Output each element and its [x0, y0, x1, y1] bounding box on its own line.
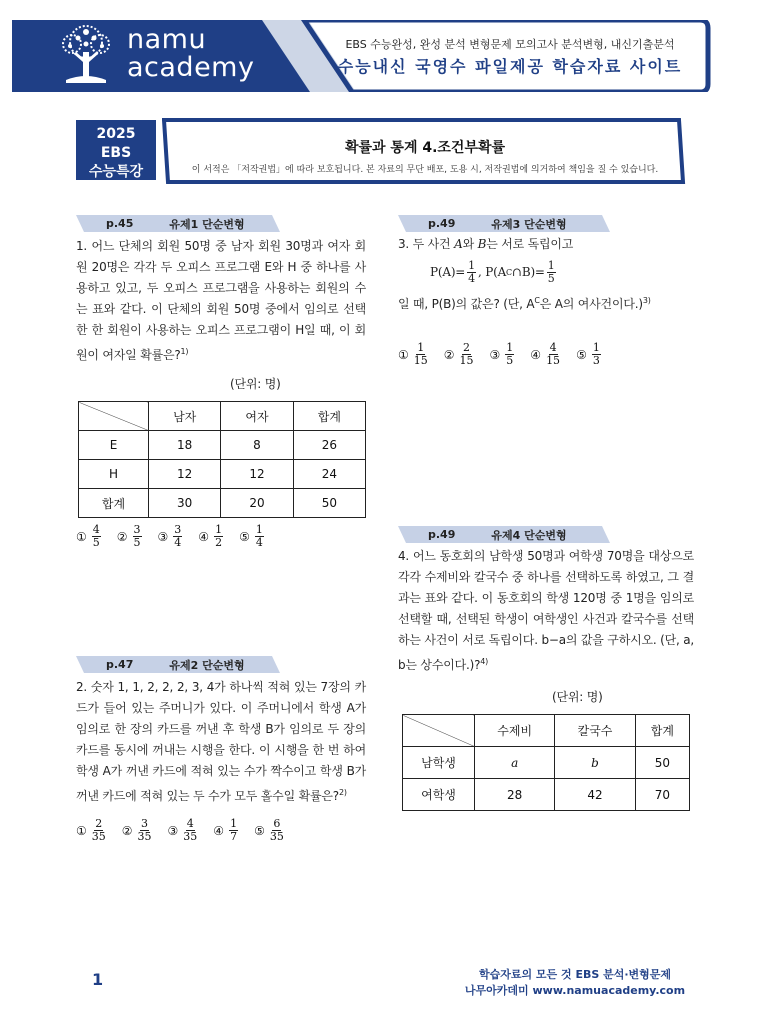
frac-den: 4: [255, 536, 263, 549]
q3-condition: , P(A: [477, 265, 507, 279]
table-cell: 26: [293, 431, 365, 460]
choice-mark: ③: [489, 347, 501, 362]
q4-question: [398, 546, 694, 676]
q2-source-tag: [76, 656, 280, 673]
choice-mark: ④: [198, 529, 210, 544]
ebs-badge: [76, 120, 156, 180]
ebs-badge-ebs: EBS: [100, 145, 132, 161]
table-cell: 합계: [79, 489, 149, 518]
frac-num: 3: [141, 817, 149, 830]
answer-choice[interactable]: [168, 818, 200, 843]
table-cell: 12: [149, 460, 221, 489]
choice-mark: ⑤: [239, 529, 250, 544]
q2-choices: [76, 818, 300, 843]
choice-mark: ⑤: [576, 347, 587, 362]
choice-mark: ②: [121, 823, 133, 838]
complement-sup: C: [506, 268, 512, 277]
frac-num: 1: [506, 341, 514, 354]
q1-tag-label: 유제1 단순변형: [169, 217, 245, 231]
frac-den: 35: [269, 830, 284, 843]
table-cell: 24: [293, 460, 365, 489]
frac-num: 4: [549, 341, 557, 354]
q1-text: 1. 어느 단체의 회원 50명 중 남자 회원 30명과 여자 회원 20명은 각각 두 오피스 프로그램 E와 H 중 하나를 사용하고 있고, 두 오피스 프로그램을 사용하는 회원의 수는 표와 같다. 이 단체의 회원 50명 중에서 임의로 선택한 한 회원이 사용하는 오피스 프로그램이 H일 때, 이 회원이 여자일 확률은?: [76, 239, 366, 362]
choice-mark: ①: [76, 529, 87, 544]
answer-choice[interactable]: [122, 818, 154, 843]
q4-table-header: 수제비: [475, 715, 555, 747]
table-row: [403, 779, 690, 811]
answer-choice[interactable]: [76, 818, 108, 843]
frac-den: 5: [92, 536, 100, 549]
q4-table-corner: [403, 715, 475, 747]
answer-choice[interactable]: [490, 342, 517, 367]
q4-table-header: 칼국수: [555, 715, 635, 747]
table-cell: 20: [221, 489, 293, 518]
table-row: [79, 489, 366, 518]
footer-site-link[interactable]: 나무아카데미 www.namuacademy.com: [464, 984, 686, 997]
answer-choice[interactable]: [117, 524, 144, 549]
q3-text: 는 서로 독립이고: [486, 237, 574, 251]
q1-unit: (단위: 명): [230, 377, 281, 391]
q3-question: [398, 290, 694, 315]
choice-mark: ⑤: [254, 823, 265, 838]
q1-page: p.45: [106, 217, 134, 230]
frac-num: 2: [463, 341, 471, 354]
q4-table-header: 합계: [635, 715, 689, 747]
q2-question: [76, 677, 366, 807]
q1-choices: [76, 524, 280, 549]
q1-table-header: 합계: [293, 402, 365, 431]
frac-den: 7: [230, 830, 238, 843]
choice-mark: ④: [530, 347, 542, 362]
answer-choice[interactable]: [213, 818, 240, 843]
q1-table: [78, 401, 366, 518]
answer-choice[interactable]: [198, 524, 225, 549]
answer-choice[interactable]: [239, 524, 266, 549]
table-row: [79, 460, 366, 489]
table-cell: 18: [149, 431, 221, 460]
q3-intro: [398, 234, 694, 255]
table-cell: 여학생: [403, 779, 475, 811]
q1-table-header: 남자: [149, 402, 221, 431]
table-cell: 50: [293, 489, 365, 518]
frac-num: 3: [174, 523, 182, 536]
frac-den: 3: [592, 354, 600, 367]
page-number: 1: [92, 970, 104, 989]
frac-num: 4: [186, 817, 194, 830]
ebs-badge-course: 수능특강: [88, 164, 144, 180]
table-cell: 42: [555, 779, 635, 811]
frac-num: 1: [468, 259, 475, 272]
q1-table-corner: [79, 402, 149, 431]
q1-question: [76, 236, 366, 366]
table-cell: 50: [635, 747, 689, 779]
q2-page: p.47: [106, 658, 134, 671]
frac-num: 1: [547, 259, 555, 272]
table-cell: 남학생: [403, 747, 475, 779]
complement-sup: C: [534, 296, 540, 305]
q1-table-header: 여자: [221, 402, 293, 431]
q3-text: 은 A의 여사건이다.): [539, 297, 643, 311]
frac-num: 1: [215, 523, 223, 536]
choice-mark: ②: [116, 529, 128, 544]
q2-tag-label: 유제2 단순변형: [169, 658, 245, 672]
q1-source-tag: [76, 215, 280, 232]
header-subtitle: EBS 수능완성, 완성 분석 변형문제 모의고사 분석변형, 내신기출분석: [345, 38, 675, 51]
q3-footnote: 3): [642, 296, 651, 305]
q4-unit: (단위: 명): [552, 690, 603, 704]
footer-tagline: 학습자료의 모든 것 EBS 분석·변형문제: [478, 968, 672, 981]
copyright-notice: 이 서적은 「저작권법」에 따라 보호됩니다. 본 자료의 무단 배포, 도용 시, 저작권법에 의거하여 책임을 질 수 있습니다.: [191, 165, 659, 175]
tree-logo-icon: [52, 22, 120, 88]
answer-choice[interactable]: [444, 342, 476, 367]
q4-footnote: 4): [480, 657, 489, 666]
table-cell: H: [79, 460, 149, 489]
frac-num: 1: [255, 523, 263, 536]
brand-name-line2: academy: [127, 52, 255, 83]
q3-conditions: [430, 260, 558, 285]
q4-source-tag: [398, 526, 610, 543]
q3-text: 3. 두 사건: [398, 237, 451, 251]
choice-mark: ②: [443, 347, 455, 362]
header-main-slogan: 수능내신 국영수 파일제공 학습자료 사이트: [337, 57, 683, 76]
q4-text: 4. 어느 동호회의 남학생 50명과 여학생 70명을 대상으로 각각 수제비와 칼국수 중 하나를 선택하도록 하였고, 그 결과는 표와 같다. 이 동호회의 학생 120명 중 1명을 임의로 선택할 때, 선택된 학생이 여학생인 사건과 칼국수를 선택하는 사건이 서로 독립이다. b−a의 값을 구하시오. (단, a, b는 상수이다.)?: [398, 549, 694, 672]
worksheet-title: 확률과 통계 4.조건부확률: [344, 140, 506, 156]
frac-den: 5: [133, 536, 141, 549]
choice-mark: ③: [167, 823, 179, 838]
frac-num: 3: [133, 523, 141, 536]
answer-choice[interactable]: [76, 524, 103, 549]
event-b: B: [477, 237, 487, 251]
choice-mark: ①: [76, 823, 87, 838]
frac-num: 2: [95, 817, 103, 830]
frac-den: 5: [506, 354, 514, 367]
choice-mark: ④: [213, 823, 225, 838]
choice-mark: ③: [157, 529, 169, 544]
q3-page: p.49: [428, 217, 456, 230]
q3-text: 와: [462, 237, 474, 251]
ebs-badge-year: 2025: [96, 126, 136, 142]
table-cell: b: [555, 747, 635, 779]
answer-choice[interactable]: [530, 342, 562, 367]
q3-source-tag: [398, 215, 610, 232]
q2-text: 2. 숫자 1, 1, 2, 2, 2, 3, 4가 하나씩 적혀 있는 7장의 카드가 들어 있는 주머니가 있다. 이 주머니에서 학생 A가 임의로 한 장의 카드를 꺼낸 후 학생 B가 임의로 두 장의 카드를 동시에 꺼내는 시행을 한다. 이 시행을 한 번 하여 학생 A가 꺼낸 카드에 적혀 있는 수가 짝수이고 학생 B가 꺼낸 카드에 적혀 있는 두 수가 모두 홀수일 확률은?: [76, 680, 366, 803]
answer-choice[interactable]: [576, 342, 603, 367]
table-cell: 28: [475, 779, 555, 811]
choice-mark: ①: [398, 347, 409, 362]
frac-num: 1: [417, 341, 425, 354]
q3-condition: ∩B)=: [511, 265, 545, 279]
event-a: A: [454, 237, 463, 251]
q4-page: p.49: [428, 528, 456, 541]
frac-den: 15: [459, 354, 474, 367]
frac-den: 5: [547, 272, 555, 285]
answer-choice[interactable]: [254, 818, 286, 843]
table-cell: 70: [635, 779, 689, 811]
table-row: [403, 747, 690, 779]
frac-den: 4: [174, 536, 182, 549]
frac-den: 2: [215, 536, 223, 549]
table-cell: 8: [221, 431, 293, 460]
q2-footnote: 2): [338, 788, 347, 797]
answer-choice[interactable]: [398, 342, 430, 367]
frac-num: 1: [230, 817, 238, 830]
table-row: [79, 431, 366, 460]
table-cell: 30: [149, 489, 221, 518]
q3-tag-label: 유제3 단순변형: [491, 217, 567, 231]
q4-table: [402, 714, 690, 811]
table-cell: E: [79, 431, 149, 460]
q3-text: 일 때, P(B)의 값은? (단, A: [398, 297, 535, 311]
brand-name-line1: namu: [127, 24, 207, 55]
q4-tag-label: 유제4 단순변형: [491, 528, 567, 542]
q3-condition: P(A)=: [430, 265, 466, 279]
table-cell: 12: [221, 460, 293, 489]
q1-footnote: 1): [180, 347, 189, 356]
frac-den: 35: [91, 830, 106, 843]
frac-num: 6: [273, 817, 281, 830]
answer-choice[interactable]: [158, 524, 185, 549]
frac-num: 4: [92, 523, 100, 536]
frac-den: 35: [183, 830, 198, 843]
frac-num: 1: [592, 341, 600, 354]
frac-den: 15: [546, 354, 561, 367]
frac-den: 4: [468, 272, 475, 285]
frac-den: 15: [413, 354, 428, 367]
q3-choices: [398, 342, 617, 367]
table-cell: a: [475, 747, 555, 779]
frac-den: 35: [137, 830, 152, 843]
